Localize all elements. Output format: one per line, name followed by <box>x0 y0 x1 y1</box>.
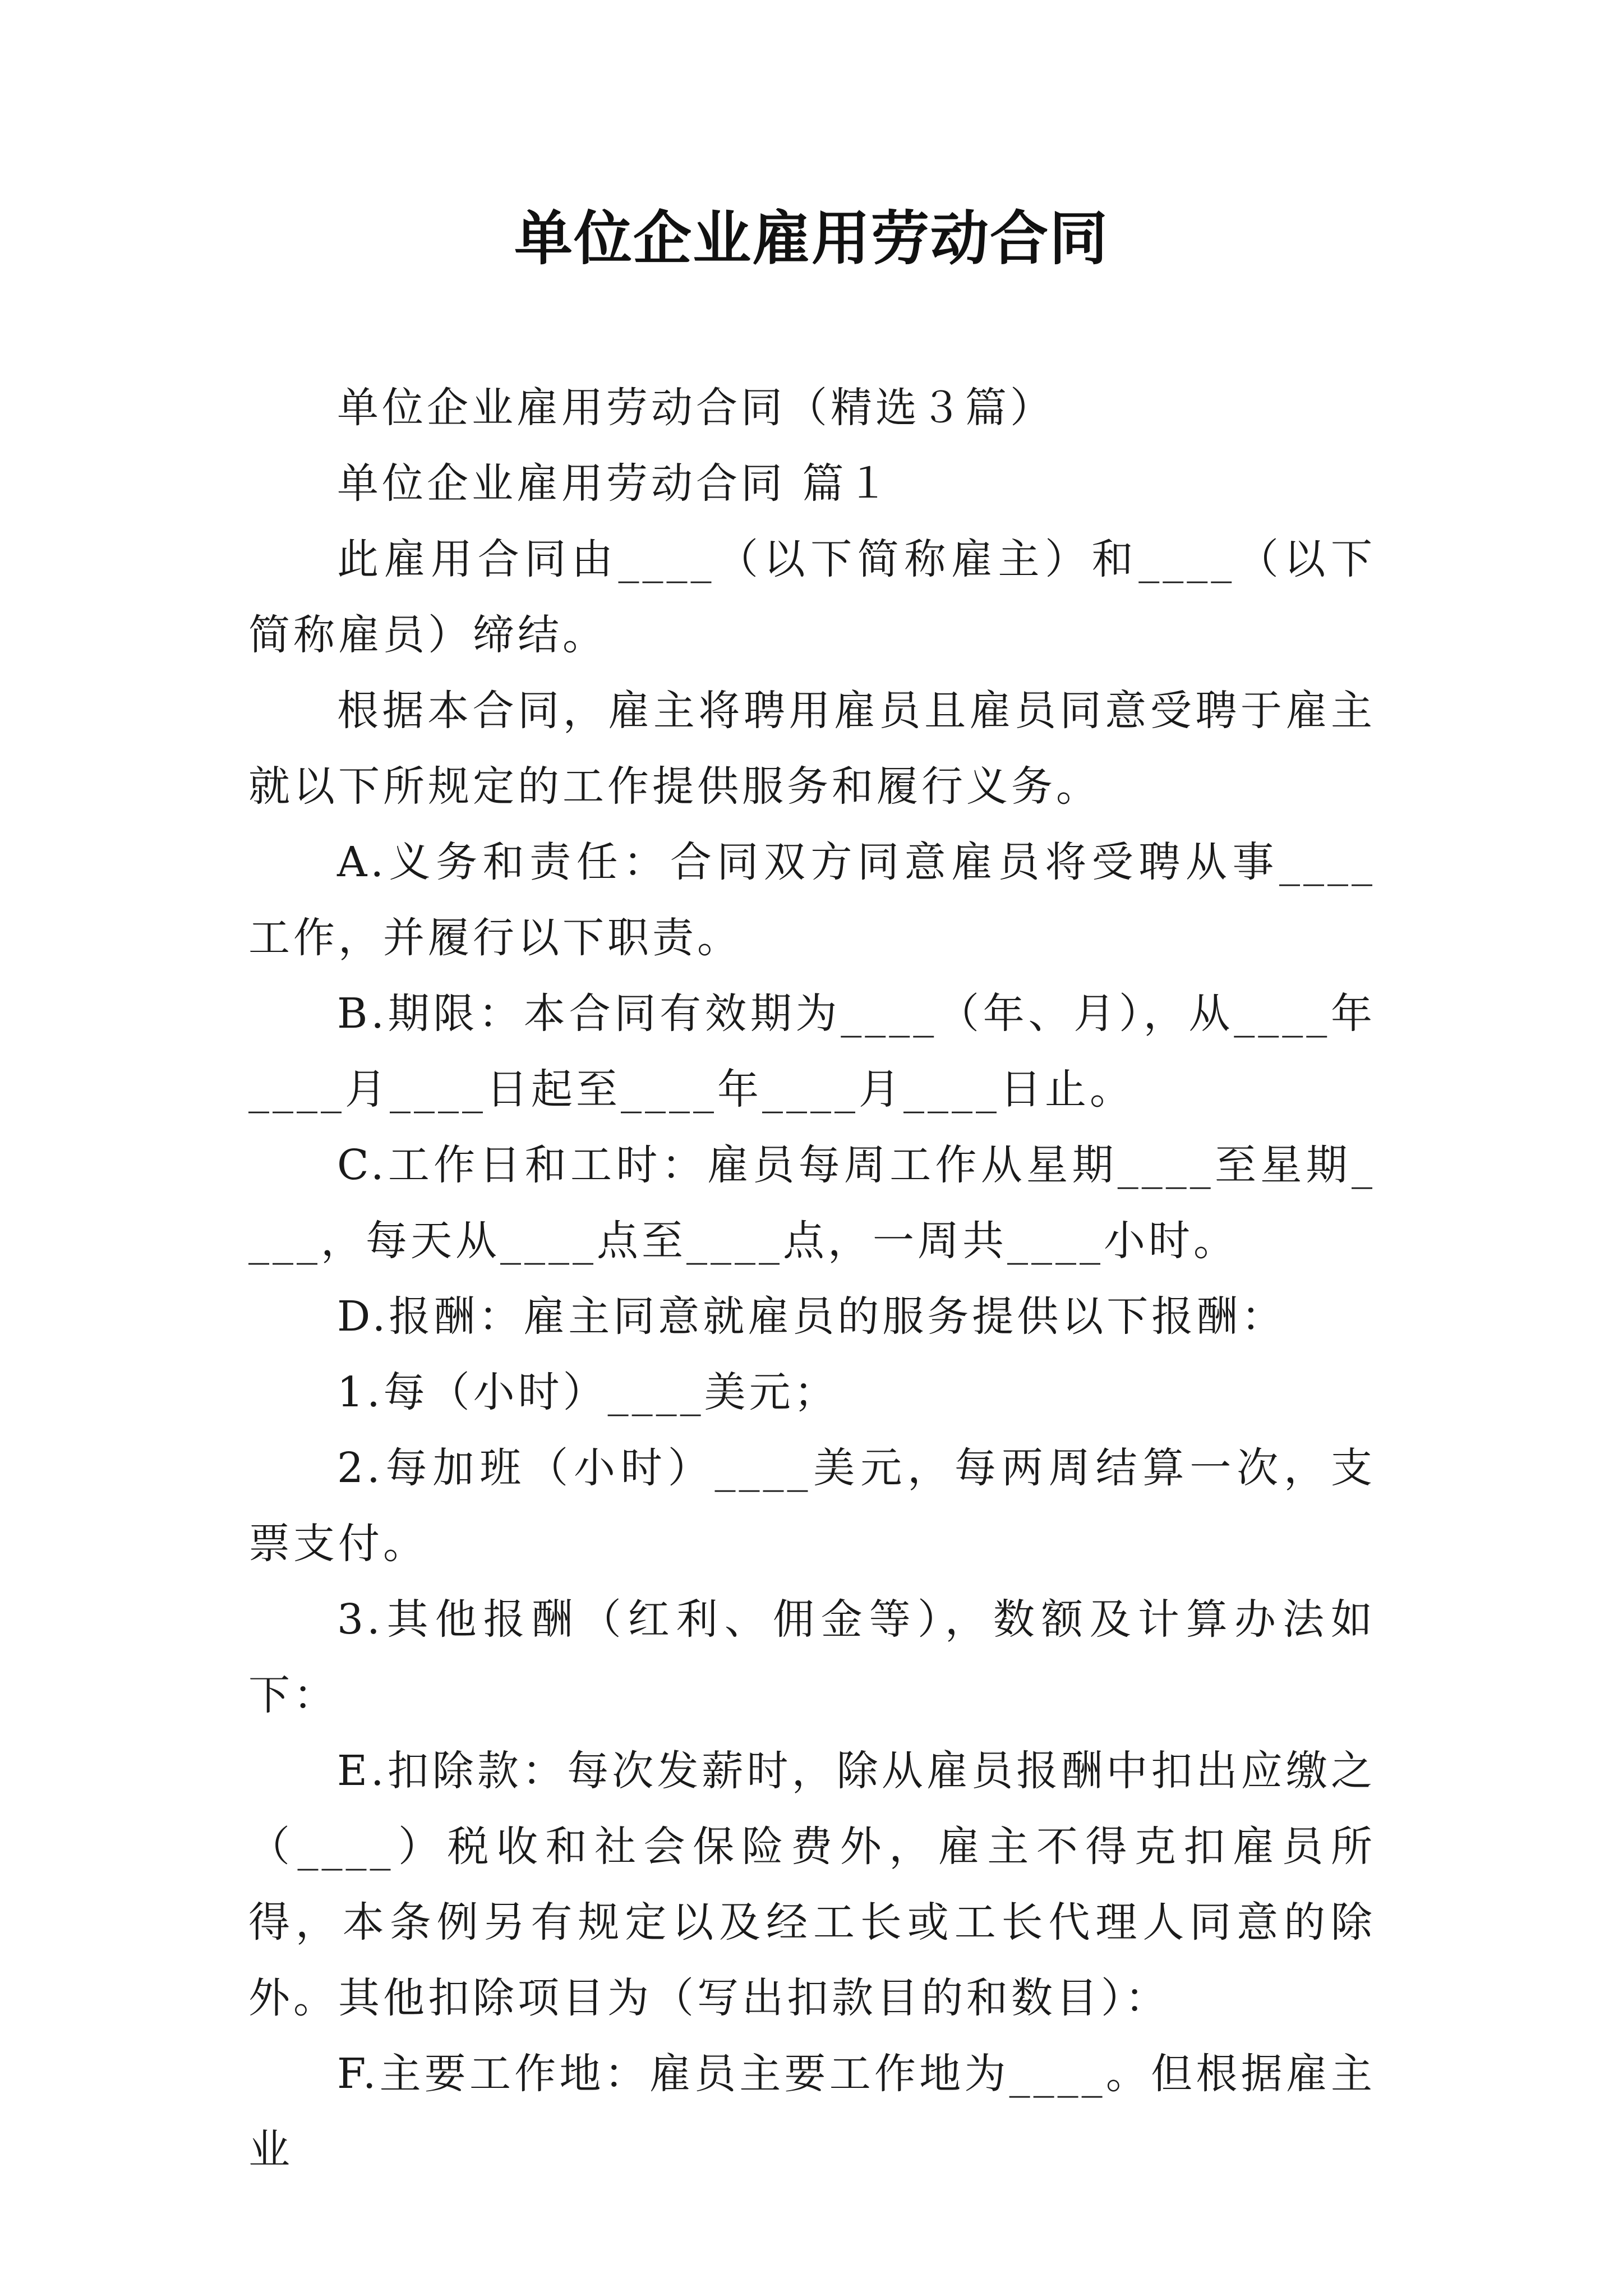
paragraph-working-hours: C.工作日和工时：雇员每周工作从星期____至星期____，每天从____点至____点，一周共____小时。 <box>248 1141 1376 1265</box>
document-body <box>248 370 1376 2188</box>
paragraph-hourly-rate: 1.每（小时）____美元； <box>337 1368 839 1416</box>
paragraph-deductions: E.扣除款：每次发薪时，除从雇员报酬中扣出应缴之（____）税收和社会保险费外，雇主不得克扣雇员所得，本条例另有规定以及经工长或工长代理人同意的除外。其他扣除项目为（写出扣款目的和数目）： <box>248 1747 1376 2022</box>
paragraph-workplace: F.主要工作地：雇员主要工作地为____。但根据雇主业 <box>248 2050 1376 2174</box>
paragraph-subtitle: 单位企业雇用劳动合同（精选３篇） <box>337 384 1055 432</box>
paragraph-duties: A.义务和责任：合同双方同意雇员将受聘从事____工作，并履行以下职责。 <box>248 838 1376 962</box>
paragraph-other-compensation: 3.其他报酬（红利、佣金等），数额及计算办法如下： <box>248 1595 1376 1719</box>
paragraph-section-heading: 单位企业雇用劳动合同 篇１ <box>337 459 892 508</box>
paragraph-term: B.期限：本合同有效期为____（年、月），从____年____月____日起至____年____月____日止。 <box>248 990 1376 1114</box>
paragraph-parties: 此雇用合同由____（以下简称雇主）和____（以下简称雇员）缔结。 <box>248 535 1376 659</box>
paragraph-agreement: 根据本合同，雇主将聘用雇员且雇员同意受聘于雇主就以下所规定的工作提供服务和履行义务。 <box>248 687 1376 811</box>
paragraph-compensation: D.报酬：雇主同意就雇员的服务提供以下报酬： <box>337 1292 1287 1341</box>
document-title: 单位企业雇用劳动合同 <box>514 204 1109 273</box>
paragraph-overtime-rate: 2.每加班（小时）____美元，每两周结算一次，支票支付。 <box>248 1444 1376 1568</box>
